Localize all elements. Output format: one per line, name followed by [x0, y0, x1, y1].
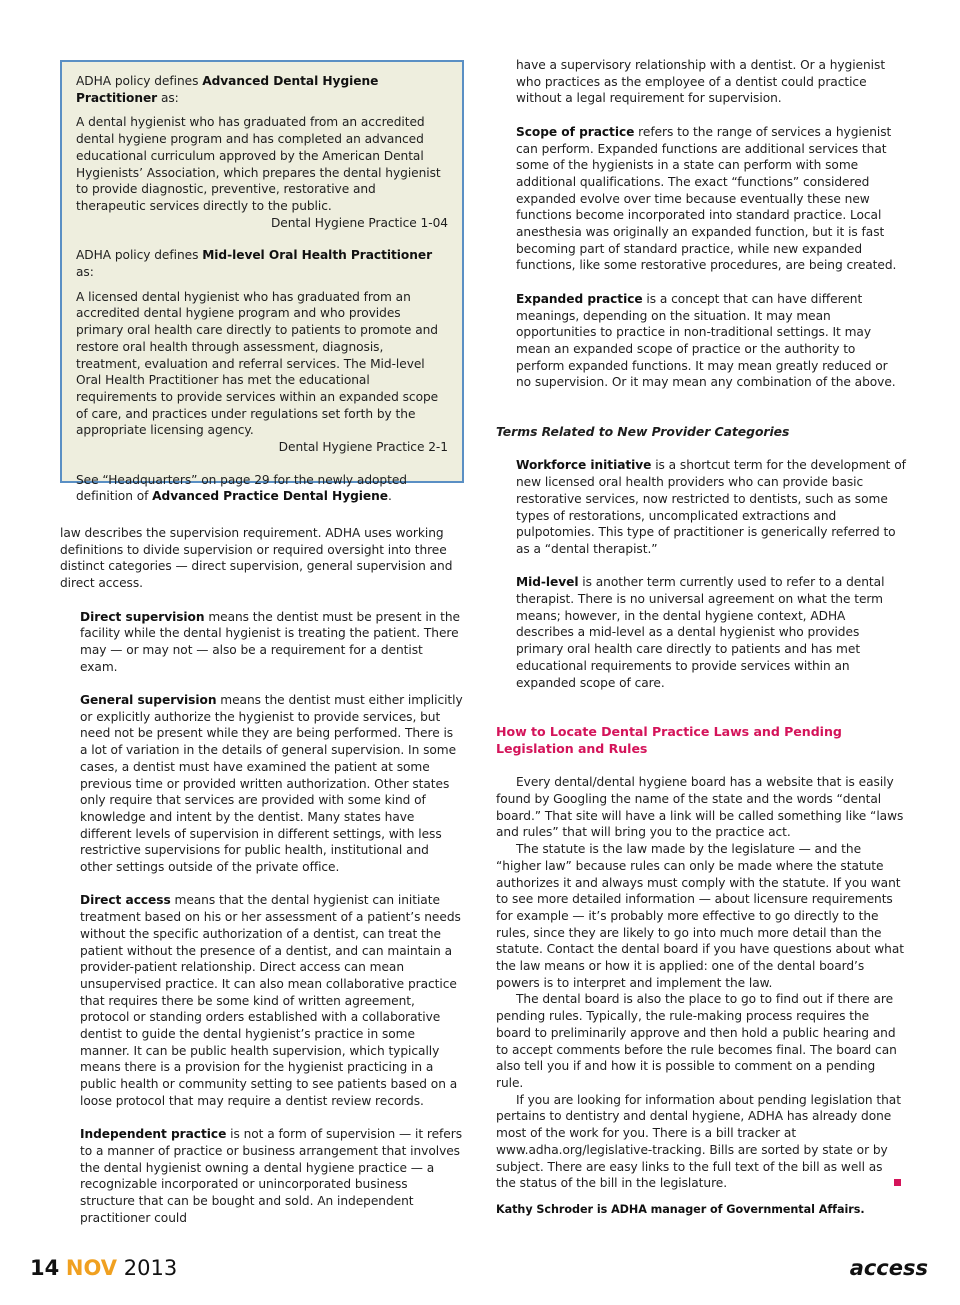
scope-of-practice-paragraph: Scope of practice refers to the range of services a hygienist can perform. Expanded functions are additional services that some of the hygienists in a state can perform with some additional qualifications. The exact “functions” considered expanded evolve over time because eventually these new functions become incorporated into standard practice. Local anesthesia was originally an expanded function, but it is fast becoming part of standard practice, while new expanded functions, like some restorative procedures, are being created.: [516, 124, 897, 273]
locate-laws-paragraph-4: If you are looking for information about pending legislation that pertains to dentistry and dental hygiene, ADHA has already done most of the work for you. There is a bill tracker at www.adha.org/legislative-tracking. Bills are sorted by state or by subject. There are easy links to the full text of the bill as well as the status of the bill in the legislature.: [496, 1092, 901, 1191]
magazine-name: access: [849, 1256, 928, 1280]
left-column: [60, 525, 464, 1226]
supervision-intro: law describes the supervision requirement. ADHA uses working definitions to divide supervision or required oversight into three distinct categories — direct supervision, general supervision and direct access.: [60, 526, 453, 591]
mid-level-paragraph: Mid-level is another term currently used to refer to a dental therapist. There is no universal agreement on what the term means; however, in the dental hygiene context, ADHA describes a mid-level as a dental hygienist who provides primary oral health care directly to patients and has met educational requirements to provide services within an expanded scope of care.: [516, 575, 885, 690]
subhead-new-provider-terms: Terms Related to New Provider Categories: [496, 424, 790, 440]
policy-definitions-sidebar: [60, 60, 464, 504]
direct-access-paragraph: Direct access means that the dental hygienist can initiate treatment based on his or her assessment of a patient’s needs without the specific authorization of a dentist, can treat the patient without the presence of a dentist, and can maintain a provider-patient relationship. Direct access can mean unsupervised practice. It can also mean collaborative practice that requires there be some kind of written agreement, protocol or standing orders established with a collaborative dentist to guide the dental hygienist’s practice in some manner. It can be public health supervision, which typically means there is a provision for the hygienist practicing in a public health or community setting to see patients based on a loose protocol that may require a dentist review records.: [80, 893, 461, 1108]
issue-year: 2013: [123, 1256, 178, 1280]
sidebar-definition-advanced: A dental hygienist who has graduated from an accredited dental hygiene program and has completed an advanced educational curriculum approved by the American Dental Hygienists’ Association, which prepares the dental hygienist to provide diagnostic, preventive, restorative and therapeutic services directly to the public.: [76, 115, 441, 213]
sidebar-headquarters-note: See “Headquarters” on page 29 for the newly adopted definition of Advanced Practice Dental Hygiene.: [76, 472, 407, 504]
term-advanced-practice-dental-hygiene: Advanced Practice Dental Hygiene: [152, 489, 388, 504]
locate-laws-paragraph-3: The dental board is also the place to go to find out if there are pending rules. Typically, the rule-making process requires the board to preliminarily approve and then hold a public hearing and to accept comments before the rule becomes final. The board can also tell you if and how it is possible to comment on a pending rule.: [496, 992, 897, 1090]
author-byline: Kathy Schroder is ADHA manager of Governmental Affairs.: [496, 1202, 865, 1216]
expanded-practice-paragraph: Expanded practice is a concept that can have different meanings, depending on the situation. It may mean opportunities to practice in non-traditional settings. It may mean an expanded scope of practice or the authority to perform expanded functions. It may mean greatly reduced or no supervision. Or it may mean any combination of the above.: [516, 291, 896, 390]
issue-month: NOV: [65, 1256, 118, 1280]
end-of-article-mark-icon: [894, 1179, 901, 1186]
footer-folio: [30, 1254, 177, 1282]
right-column: [496, 57, 906, 1218]
locate-laws-paragraph-2: The statute is the law made by the legislature — and the “higher law” because rules can only be made where the statute authorizes it and always must comply with the statute. If you want to see more detailed information — about licensure requirements for example — it’s probably more effective to go directly to the rules, since they are likely to go into much more detail than the statute. Contact the dental board if you have questions about what the law means or how it is applied: one of the dental board’s powers is to interpret and implement the law.: [496, 842, 904, 990]
sidebar-intro-midlevel: ADHA policy defines Mid-level Oral Health Practitioner as:: [76, 248, 433, 280]
term-advanced-dental-hygiene-practitioner: Advanced Dental Hygiene Practitioner: [76, 74, 379, 105]
sidebar-reference-2: Dental Hygiene Practice 2-1: [278, 440, 448, 455]
sidebar-reference-1: Dental Hygiene Practice 1-04: [270, 215, 448, 230]
page-number: 14: [30, 1256, 60, 1280]
sidebar-intro-advanced: ADHA policy defines Advanced Dental Hygiene Practitioner as:: [76, 74, 379, 105]
section-heading-locate-laws: How to Locate Dental Practice Laws and Pending Legislation and Rules: [496, 724, 842, 756]
workforce-initiative-paragraph: Workforce initiative is a shortcut term for the development of new licensed oral health providers who can provide basic restorative services, now restricted to dentists, such as some types of restorations, uncomplicated extractions and pulpotomies. This type of practitioner is generically referred to as a “dental therapist.”: [516, 458, 906, 556]
general-supervision-paragraph: General supervision means the dentist must either implicitly or explicitly authorize the hygienist to provide services, but need not be present while they are being performed. There is a lot of variation in the details of general supervision. In some cases, a dentist must have examined the patient at some previous time or provided written authorization. Other states only require that services are provided with some kind of knowledge and intent by the dentist. Many states have different levels of supervision in different settings, with less restrictive supervisions for public health, institutional and other settings outside of the private office.: [80, 693, 463, 875]
direct-supervision-paragraph: Direct supervision means the dentist must be present in the facility while the dental hygienist is treating the patient. There may — or may not — also be a requirement for a dentist exam.: [80, 609, 461, 674]
locate-laws-paragraph-1: Every dental/dental hygiene board has a website that is easily found by Googling the name of the state and the words “dental board.” That site will have a link will be called something like “laws and rules” that will bring you to the practice act.: [496, 775, 904, 840]
term-midlevel-oral-health-practitioner: Mid-level Oral Health Practitioner: [202, 248, 433, 263]
independent-practice-paragraph: Independent practice is not a form of supervision — it refers to a manner of practice or business arrangement that involves the dental hygienist owning a dental hygiene practice — a recognizable incorporated or unincorporated business structure that can be bought and sold. An independent practitioner could: [80, 1127, 463, 1225]
supervision-continuation: have a supervisory relationship with a dentist. Or a hygienist who practices as the employee of a dentist could practice without a legal requirement for supervision.: [516, 58, 886, 106]
sidebar-definition-midlevel: A licensed dental hygienist who has graduated from an accredited dental hygiene program and who provides primary oral health care directly to patients to promote and restore oral health through assessment, diagnosis, treatment, evaluation and referral services. The Mid-level Oral Health Practitioner has met the educational requirements to provide services within an expanded scope of care, and practices under regulations set forth by the appropriate licensing agency.: [76, 289, 439, 438]
